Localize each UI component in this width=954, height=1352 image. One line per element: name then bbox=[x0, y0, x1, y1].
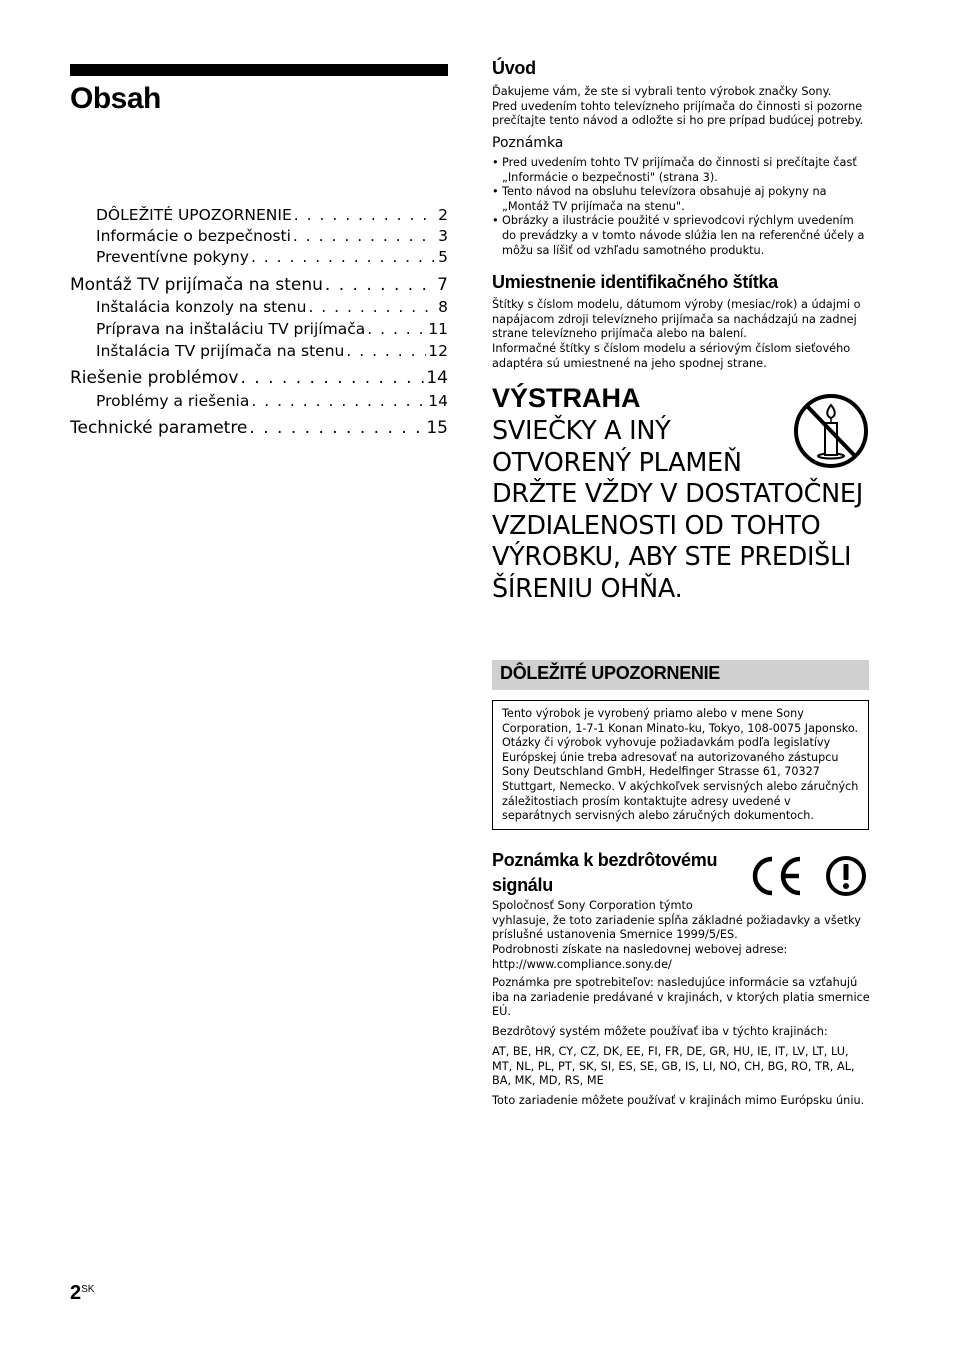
wireless-heading bbox=[492, 848, 742, 898]
wireless-paragraph-2: Podrobnosti získate na nasledovnej webovej adrese: bbox=[492, 943, 788, 956]
warning-line: VZDIALENOSTI OD TOHTO bbox=[492, 510, 821, 541]
toc-entry[interactable] bbox=[70, 275, 448, 295]
toc-entry-page: 15 bbox=[426, 418, 448, 438]
toc-entry-page: 2 bbox=[438, 206, 448, 224]
toc-entry[interactable] bbox=[96, 342, 448, 360]
toc-entry-label: Inštalácia TV prijímača na stenu bbox=[96, 342, 345, 360]
toc-entry[interactable] bbox=[96, 298, 448, 316]
toc-leader-dots bbox=[249, 418, 424, 438]
toc-entry[interactable] bbox=[70, 418, 448, 438]
page-number bbox=[70, 1282, 94, 1305]
toc-entry[interactable] bbox=[96, 248, 448, 266]
wireless-heading-line-1: Poznámka k bezdrôtovému bbox=[492, 850, 718, 870]
warning-line: VÝROBKU, ABY STE PREDIŠLI bbox=[492, 542, 852, 572]
toc-entry-page: 5 bbox=[438, 248, 448, 266]
toc-entry[interactable] bbox=[96, 206, 448, 224]
important-notice-title: DÔLEŽITÉ UPOZORNENIE bbox=[500, 663, 721, 683]
intro-paragraph-2: Pred uvedením tohto televízneho prijímača do činnosti si pozorne prečítajte tento návod a odložte si ho pre prípad budúcej potreby. bbox=[492, 99, 864, 128]
toc-entry-label: Montáž TV prijímača na stenu bbox=[70, 275, 323, 295]
page-number-value: 2 bbox=[70, 1282, 82, 1304]
toc-leader-dots bbox=[293, 227, 436, 245]
toc-entry-page: 11 bbox=[428, 320, 448, 338]
toc-entry-page: 3 bbox=[438, 227, 448, 245]
no-candle-icon bbox=[793, 393, 869, 469]
important-notice-text: Tento výrobok je vyrobený priamo alebo v mene Sony Corporation, 1-7-1 Konan Minato-ku, Tokyo, 108-0075 Japonsko. Otázky či výrobok vyhovuje požiadavkám podľa legislatívy Európskej únie treba adresovať na autorizovaného zástupcu Sony Deutschland GmbH, Hedelfinger Strasse 61, 70327 Stuttgart, Nemecko. V akýchkoľvek servisných alebo záručných záležitostiach prosím kontaktujte adresy uvedené v separátnych servisných alebo záručných dokumentoch. bbox=[502, 707, 859, 823]
toc-entry[interactable] bbox=[96, 227, 448, 245]
wireless-paragraph-5: Toto zariadenie môžete používať v krajinách mimo Európsku úniu. bbox=[492, 1094, 865, 1107]
language-code: SK bbox=[81, 1284, 95, 1295]
warning-line: SVIEČKY A INÝ bbox=[492, 416, 671, 446]
wireless-paragraph-1-line-1: Spoločnosť Sony Corporation týmto bbox=[492, 899, 693, 912]
wireless-heading-line-2: signálu bbox=[492, 875, 553, 895]
toc-leader-dots bbox=[251, 248, 436, 266]
wireless-paragraph-3: Poznámka pre spotrebiteľov: nasledujúce informácie sa vzťahujú iba na zariadenie predávané v krajinách, v ktorých platia smernice EÚ. bbox=[492, 976, 870, 1019]
toc-leader-dots bbox=[367, 320, 426, 338]
warning-title: VÝSTRAHA bbox=[492, 383, 641, 413]
ce-mark-icon bbox=[748, 855, 806, 897]
title-bar bbox=[70, 64, 448, 76]
toc-entry[interactable] bbox=[70, 368, 448, 388]
note-item: • Tento návod na obsluhu televízora obsahuje aj pokyny na „Montáž TV prijímača na stenu". bbox=[492, 185, 870, 214]
toc-entry-label: Problémy a riešenia bbox=[96, 392, 250, 410]
important-notice-header bbox=[492, 660, 869, 690]
toc-entry-page: 14 bbox=[428, 392, 448, 410]
toc-leader-dots bbox=[251, 392, 426, 410]
toc-leader-dots bbox=[294, 206, 436, 224]
alert-circle-icon bbox=[825, 855, 867, 897]
toc-leader-dots bbox=[325, 275, 435, 295]
wireless-paragraph-1: vyhlasuje, že toto zariadenie spĺňa základné požiadavky a všetky príslušné ustanovenia Smernice 1999/5/ES. bbox=[492, 913, 861, 942]
toc-entry-page: 8 bbox=[438, 298, 448, 316]
toc-entry[interactable] bbox=[96, 320, 448, 338]
toc-entry-page: 14 bbox=[426, 368, 448, 388]
toc-entry-label: Riešenie problémov bbox=[70, 368, 239, 388]
warning-line: DRŽTE VŽDY V DOSTATOČNEJ bbox=[492, 479, 863, 509]
toc-entry-label: Inštalácia konzoly na stenu bbox=[96, 298, 307, 316]
warning-line: OTVORENÝ PLAMEŇ bbox=[492, 447, 742, 478]
toc-entry-label: Informácie o bezpečnosti bbox=[96, 227, 291, 245]
toc-entry-page: 7 bbox=[437, 275, 448, 295]
toc-entry-label: Technické parametre bbox=[70, 418, 248, 438]
toc-entry-label: Príprava na inštaláciu TV prijímača bbox=[96, 320, 366, 338]
label-section-heading: Umiestnenie identifikačného štítka bbox=[492, 272, 778, 292]
intro-paragraph-1: Ďakujeme vám, že ste si vybrali tento výrobok značky Sony. bbox=[492, 85, 832, 98]
important-notice-box bbox=[492, 700, 869, 830]
label-section-paragraph-2: Informačné štítky s číslom modelu a sériovým číslom sieťového adaptéra sú umiestnené na jeho spodnej strane. bbox=[492, 342, 851, 370]
page-title: Obsah bbox=[70, 82, 161, 115]
toc-leader-dots bbox=[346, 342, 426, 360]
toc-leader-dots bbox=[308, 298, 436, 316]
toc-entry-label: DÔLEŽITÉ UPOZORNENIE bbox=[96, 206, 292, 224]
intro-heading: Úvod bbox=[492, 58, 536, 78]
toc-leader-dots bbox=[240, 368, 424, 388]
compliance-url: http://www.compliance.sony.de/ bbox=[492, 957, 672, 971]
wireless-paragraph-4: Bezdrôtový systém môžete používať iba v týchto krajinách: bbox=[492, 1025, 828, 1038]
note-item: • Pred uvedením tohto TV prijímača do činnosti si prečítajte časť „Informácie o bezpečnosti" (strana 3). bbox=[492, 156, 870, 185]
toc-entry-page: 12 bbox=[428, 342, 448, 360]
warning-line: ŠÍRENIU OHŇA. bbox=[492, 573, 683, 604]
country-list: AT, BE, HR, CY, CZ, DK, EE, FI, FR, DE, GR, HU, IE, IT, LV, LT, LU, MT, NL, PL, PT, SK, SI, ES, SE, GB, IS, LI, NO, CH, BG, RO, TR, AL, BA, MK, MD, RS, ME bbox=[492, 1045, 855, 1088]
label-section-paragraph-1: Štítky s číslom modelu, dátumom výroby (mesiac/rok) a údajmi o napájacom zdroji televízneho prijímača sa nachádzajú na zadnej strane televízneho prijímača alebo na balení. bbox=[492, 298, 861, 341]
note-list bbox=[492, 156, 870, 258]
toc-entry[interactable] bbox=[96, 392, 448, 410]
note-item: • Obrázky a ilustrácie použité v sprievodcovi rýchlym uvedením do prevádzky a v tomto návode slúžia len na referenčné účely a môžu sa líšiť od vzhľadu samotného produktu. bbox=[492, 214, 870, 258]
note-heading: Poznámka bbox=[492, 135, 564, 151]
toc-entry-label: Preventívne pokyny bbox=[96, 248, 249, 266]
